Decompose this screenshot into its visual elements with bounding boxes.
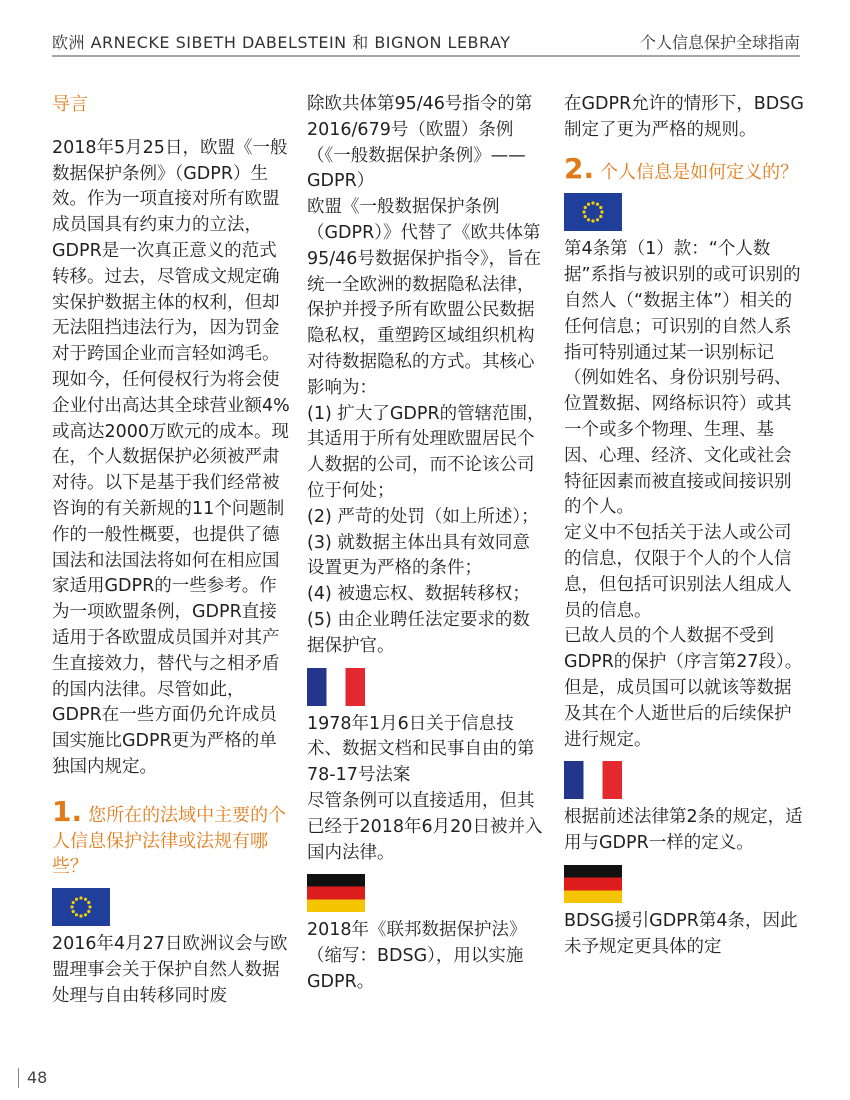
question-1-heading (52, 794, 290, 880)
impact-item-2: (2) 严苛的处罚（如上所述）； (307, 506, 539, 527)
column-2 (307, 92, 547, 996)
france-definition: 根据前述法律第2条的规定，适用与GDPR一样的定义。 (564, 807, 803, 854)
eu-law-text: 2016年4月27日欧洲议会与欧盟理事会关于保护自然人数据处理与自由转移同时废 (52, 934, 288, 1006)
question-2-heading (564, 151, 804, 186)
france-flag-icon (307, 668, 365, 706)
column-3 (564, 92, 804, 961)
france-law-body: 尽管条例可以直接适用，但其已经于2018年6月20日被并入国内法律。 (307, 790, 543, 863)
eu-definition: 第4条第（1）款：“个人数据”系指与被识别的或可识别的自然人（“数据主体”）相关的任何信息；可识别的自然人系指可特别通过某一识别标记（例如姓名、身份识别号码、位置数据、网络标识符）或其一个或多个物理、生理、基因、心理、经济、文化或社会特征因素而被直接或间接识别的个人。 (564, 239, 801, 518)
impact-item-1: (1) 扩大了GDPR的管辖范围，其适用于所有处理欧盟居民个人数据的公司，而不论该公司位于何处； (307, 403, 545, 501)
page-number: 48 (18, 1068, 47, 1088)
header-guide-title: 个人信息保护全球指南 (639, 33, 800, 52)
eu-flag-icon (52, 888, 110, 926)
page-header (52, 30, 800, 54)
intro-text: 2018年5月25日，欧盟《一般数据保护条例》（GDPR）生效。作为一项直接对所有欧盟成员国具有约束力的立法，GDPR是一次真正意义的范式转移。过去，尽管成文规定确实保护数据主体的权利，但却无法阻挡违法行为，因为罚金对于跨国企业而言轻如鸿毛。现如今，任何侵权行为将会使企业付出高达其全球营业额4%或高达2000万欧元的成本。现在，个人数据保护必须被严肃对待。以下是基于我们经常被咨询的有关新规的11个问题制作的一般性概要，也提供了德国法和法国法将如何在相应国家适用GDPR的一些参考。作为一项欧盟条例，GDPR直接适用于各欧盟成员国并对其产生直接效力，替代与之相矛盾的国内法律。尽管如此，GDPR在一些方面仍允许成员国实施比GDPR更为严格的单独国内规定。 (52, 137, 290, 777)
eu-law-text-continued: 除欧共体第95/46号指令的第2016/679号（欧盟）条例（《一般数据保护条例》—— GDPR） (307, 94, 533, 192)
impact-item-4: (4) 被遗忘权、数据转移权； (307, 584, 530, 605)
germany-flag-icon (564, 865, 622, 903)
germany-law-text: 2018年《联邦数据保护法》（缩写：BDSG），用以实施GDPR。 (307, 920, 527, 992)
question-2-number: 2. (564, 151, 595, 185)
eu-definition-legal-persons: 定义中不包括关于法人或公司的信息，仅限于个人的个人信息，但包括可识别法人组成人员的信息。 (564, 523, 792, 621)
header-divider (52, 55, 800, 57)
intro-title: 导言 (52, 94, 88, 115)
eu-flag-icon (564, 193, 622, 231)
germany-law-text-continued: 在GDPR允许的情形下，BDSG制定了更为严格的规则。 (564, 94, 804, 140)
column-1 (52, 92, 290, 1010)
impact-item-5: (5) 由企业聘任法定要求的数据保护官。 (307, 609, 530, 656)
germany-definition: BDSG援引GDPR第4条，因此未予规定更具体的定 (564, 910, 798, 957)
impact-item-3: (3) 就数据主体出具有效同意设置更为严格的条件； (307, 532, 530, 579)
france-law-title: 1978年1月6日关于信息技术、数据文档和民事自由的第78-17号法案 (307, 713, 535, 786)
france-flag-icon (564, 761, 622, 799)
question-2-title: 个人信息是如何定义的？ (600, 161, 799, 183)
germany-flag-icon (307, 874, 365, 912)
eu-definition-deceased: 已故人员的个人数据不受到GDPR的保护（序言第27段）。但是，成员国可以就该等数据及其在个人逝世后的后续保护进行规定。 (564, 626, 803, 750)
question-1-title: 您所在的法域中主要的个人信息保护法律或法规有哪些？ (52, 804, 287, 878)
question-1-number: 1. (52, 794, 83, 828)
gdpr-summary: 欧盟《一般数据保护条例（GDPR）》代替了《欧共体第95/46号数据保护指令》，旨在统一全欧洲的数据隐私法律，保护并授予所有欧盟公民数据隐私权，重塑跨区域组织机构对待数据隐私的方式。其核心影响为： (307, 197, 542, 398)
header-firm-names: 欧洲 ARNECKE SIBETH DABELSTEIN 和 BIGNON LEBRAY (52, 33, 511, 52)
